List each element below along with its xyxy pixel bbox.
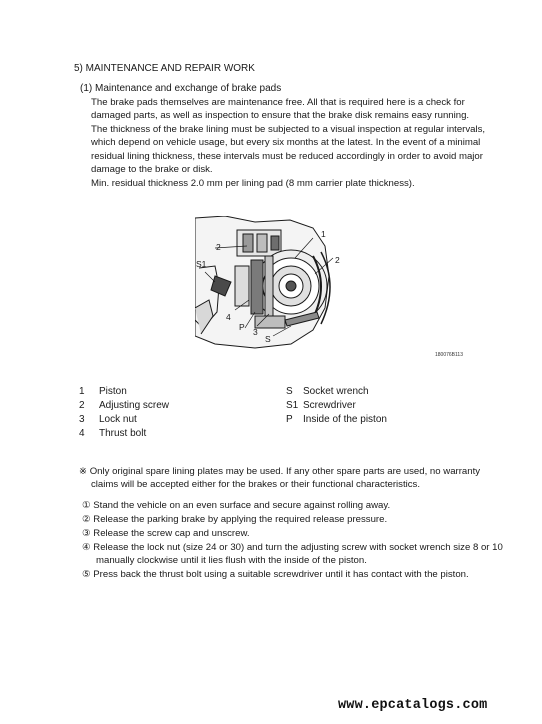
- legend-item: [79, 414, 137, 425]
- subsection-title: (1) Maintenance and exchange of brake pads: [80, 83, 282, 94]
- callout-s1: S1: [196, 259, 207, 269]
- legend-item: [79, 400, 169, 411]
- legend-key: 1: [79, 386, 85, 397]
- callout-2-right: 2: [335, 255, 340, 265]
- paragraph-line: residual lining thickness, these intervals must be reduced accordingly in order to avoid major: [91, 151, 483, 162]
- callout-2-left: 2: [216, 242, 221, 252]
- section-title: 5) MAINTENANCE AND REPAIR WORK: [74, 63, 255, 74]
- callout-p: P: [239, 322, 245, 332]
- legend-label: Adjusting screw: [99, 400, 170, 411]
- callout-1: 1: [321, 229, 326, 239]
- legend-item: [79, 428, 146, 439]
- watermark-link[interactable]: www.epcatalogs.com: [338, 698, 488, 713]
- step-item: ⑤ Press back the thrust bolt using a suitable screwdriver until it has contact with the piston.: [82, 569, 469, 580]
- paragraph-line: The thickness of the brake lining must be subjected to a visual inspection at regular intervals,: [91, 124, 486, 135]
- callout-3: 3: [253, 327, 258, 337]
- legend-key: S: [286, 386, 293, 397]
- note-line: claims will be accepted either for the brakes or their functional characteristics.: [91, 479, 420, 490]
- legend-item: [286, 400, 356, 411]
- legend-key: P: [286, 414, 293, 425]
- brake-assembly-drawing: [195, 216, 360, 350]
- legend-label: Socket wrench: [303, 386, 369, 397]
- step-item: ③ Release the screw cap and unscrew.: [82, 528, 250, 539]
- step-item: ④ Release the lock nut (size 24 or 30) and turn the adjusting screw with socket wrench size 8 or 10: [82, 542, 503, 553]
- paragraph-line: which depend on vehicle usage, but every six months at the latest. In the event of a minimal: [91, 137, 481, 148]
- legend-key: S1: [286, 400, 299, 411]
- legend-label: Inside of the piston: [303, 414, 387, 425]
- note-line: ※ Only original spare lining plates may be used. If any other spare parts are used, no warranty: [79, 466, 481, 477]
- paragraph-line: damaged parts, as well as inspection to ensure that the brake disk remains easy running.: [91, 110, 470, 121]
- legend-label: Thrust bolt: [99, 428, 147, 439]
- legend-key: 3: [79, 414, 85, 425]
- step-item: ② Release the parking brake by applying the required release pressure.: [82, 514, 388, 525]
- legend-item: [286, 414, 387, 425]
- step-item-continuation: manually clockwise until it lies flush with the inside of the piston.: [96, 555, 367, 566]
- brake-assembly-figure: [195, 216, 360, 350]
- figure-code: 180076B113: [435, 352, 463, 358]
- paragraph-line: Min. residual thickness 2.0 mm per lining pad (8 mm carrier plate thickness).: [91, 178, 415, 189]
- legend-label: Screwdriver: [303, 400, 356, 411]
- legend-key: 2: [79, 400, 85, 411]
- step-item: ① Stand the vehicle on an even surface and secure against rolling away.: [82, 500, 391, 511]
- callout-s: S: [265, 334, 271, 344]
- legend-label: Lock nut: [99, 414, 137, 425]
- paragraph-line: damage to the brake or disk.: [91, 164, 213, 175]
- legend-label: Piston: [99, 386, 127, 397]
- paragraph-line: The brake pads themselves are maintenance free. All that is required here is a check for: [91, 97, 465, 108]
- legend-item: [79, 386, 127, 397]
- legend-item: [286, 386, 369, 397]
- callout-4: 4: [226, 312, 231, 322]
- legend-key: 4: [79, 428, 85, 439]
